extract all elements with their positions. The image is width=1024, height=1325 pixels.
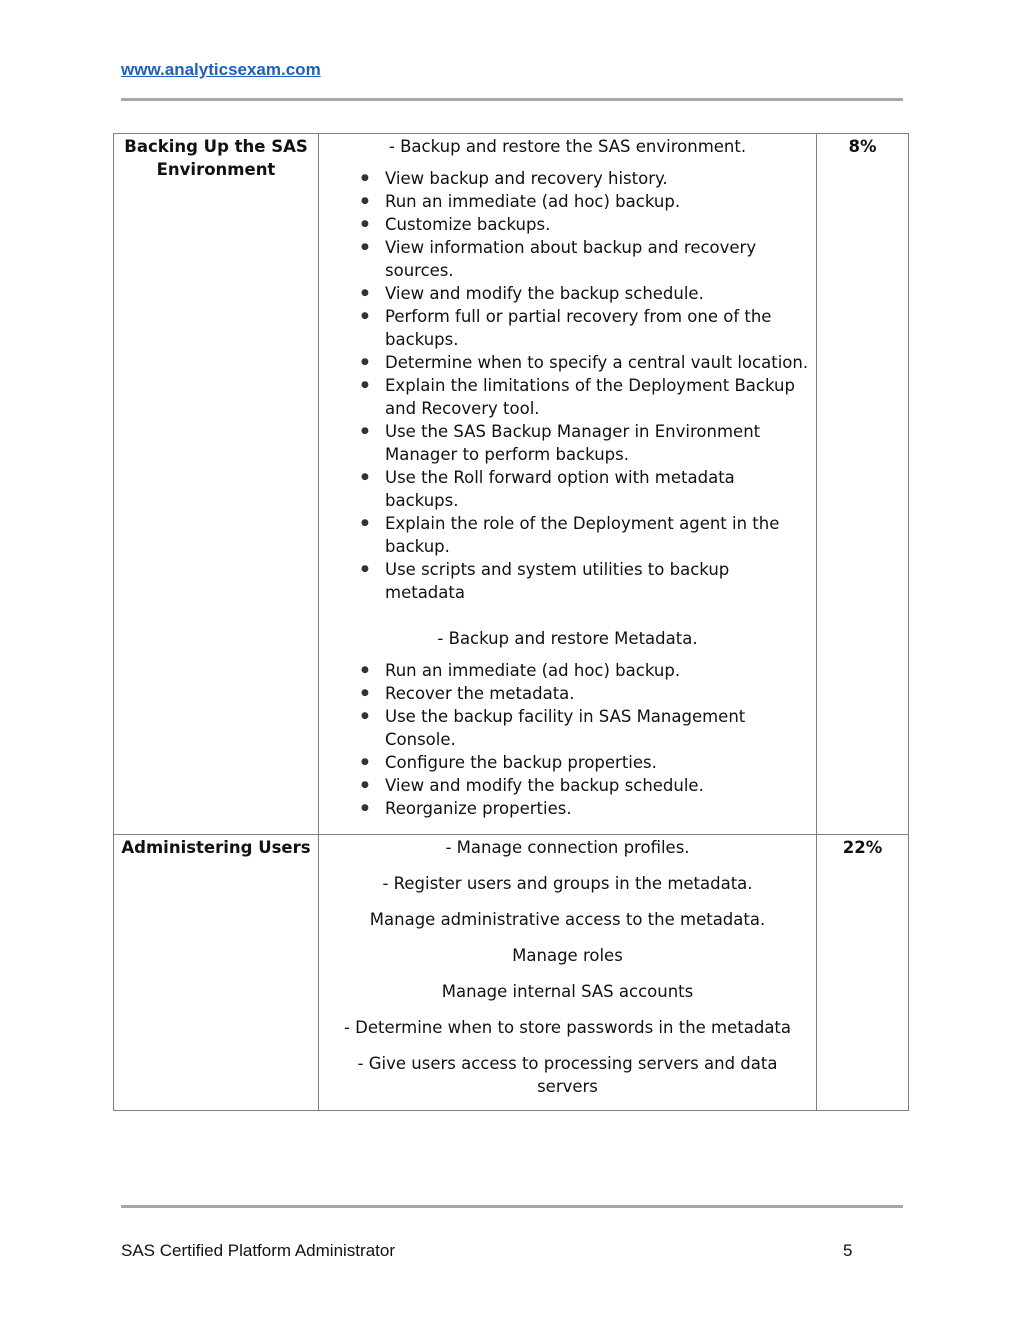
footer-divider bbox=[121, 1205, 903, 1208]
section-heading: - Backup and restore Metadata. bbox=[437, 629, 698, 648]
list-item: ● Reorganize properties. bbox=[379, 797, 810, 820]
section-heading: - Backup and restore the SAS environment. bbox=[388, 137, 747, 156]
objective-line: Manage internal SAS accounts bbox=[441, 982, 694, 1001]
list-item: ● Use the backup facility in SAS Management Console. bbox=[379, 705, 810, 751]
objective-line: Manage roles bbox=[512, 946, 623, 965]
objectives-cell bbox=[319, 835, 817, 1111]
list-item: ● View and modify the backup schedule. bbox=[379, 774, 810, 797]
weight-cell bbox=[817, 835, 909, 1111]
footer-title: SAS Certified Platform Administrator bbox=[121, 1241, 395, 1260]
table-row bbox=[114, 835, 909, 1111]
topic-title: Administering Users bbox=[121, 838, 311, 857]
objective-line: Manage administrative access to the metadata. bbox=[369, 910, 766, 929]
page-number: 5 bbox=[843, 1241, 853, 1260]
list-item: ● View information about backup and recovery sources. bbox=[379, 236, 810, 282]
topic-cell bbox=[114, 134, 319, 835]
bullet-list bbox=[325, 167, 810, 604]
spacer bbox=[325, 604, 810, 627]
objectives-cell bbox=[319, 134, 817, 835]
objective-line: - Determine when to store passwords in the metadata bbox=[343, 1018, 792, 1037]
topic-title: Backing Up the SAS Environment bbox=[124, 137, 308, 179]
objective-line: - Give users access to processing servers and data servers bbox=[357, 1054, 778, 1096]
list-item: ● View and modify the backup schedule. bbox=[379, 282, 810, 305]
exam-topics-table bbox=[113, 133, 909, 1111]
list-item: ● Use the Roll forward option with metadata backups. bbox=[379, 466, 810, 512]
topic-cell bbox=[114, 835, 319, 1111]
list-item: ● Determine when to specify a central vault location. bbox=[379, 351, 810, 374]
list-item: ● Explain the role of the Deployment agent in the backup. bbox=[379, 512, 810, 558]
objective-line: - Register users and groups in the metadata. bbox=[382, 874, 753, 893]
list-item: ● Use scripts and system utilities to backup metadata bbox=[379, 558, 810, 604]
list-item: ● Configure the backup properties. bbox=[379, 751, 810, 774]
objective-lines bbox=[325, 836, 810, 1098]
site-link[interactable]: www.analyticsexam.com bbox=[121, 60, 321, 79]
list-item: ● Perform full or partial recovery from one of the backups. bbox=[379, 305, 810, 351]
list-item: ● Explain the limitations of the Deployment Backup and Recovery tool. bbox=[379, 374, 810, 420]
header-divider bbox=[121, 98, 903, 101]
weight-cell bbox=[817, 134, 909, 835]
objective-line: - Manage connection profiles. bbox=[445, 838, 690, 857]
bullet-list bbox=[325, 659, 810, 820]
weight-value: 8% bbox=[848, 137, 877, 156]
list-item: ● Recover the metadata. bbox=[379, 682, 810, 705]
weight-value: 22% bbox=[842, 838, 883, 857]
list-item: ● Use the SAS Backup Manager in Environment Manager to perform backups. bbox=[379, 420, 810, 466]
list-item: ● Customize backups. bbox=[379, 213, 810, 236]
list-item: ● View backup and recovery history. bbox=[379, 167, 810, 190]
list-item: ● Run an immediate (ad hoc) backup. bbox=[379, 190, 810, 213]
list-item: ● Run an immediate (ad hoc) backup. bbox=[379, 659, 810, 682]
table-row bbox=[114, 134, 909, 835]
